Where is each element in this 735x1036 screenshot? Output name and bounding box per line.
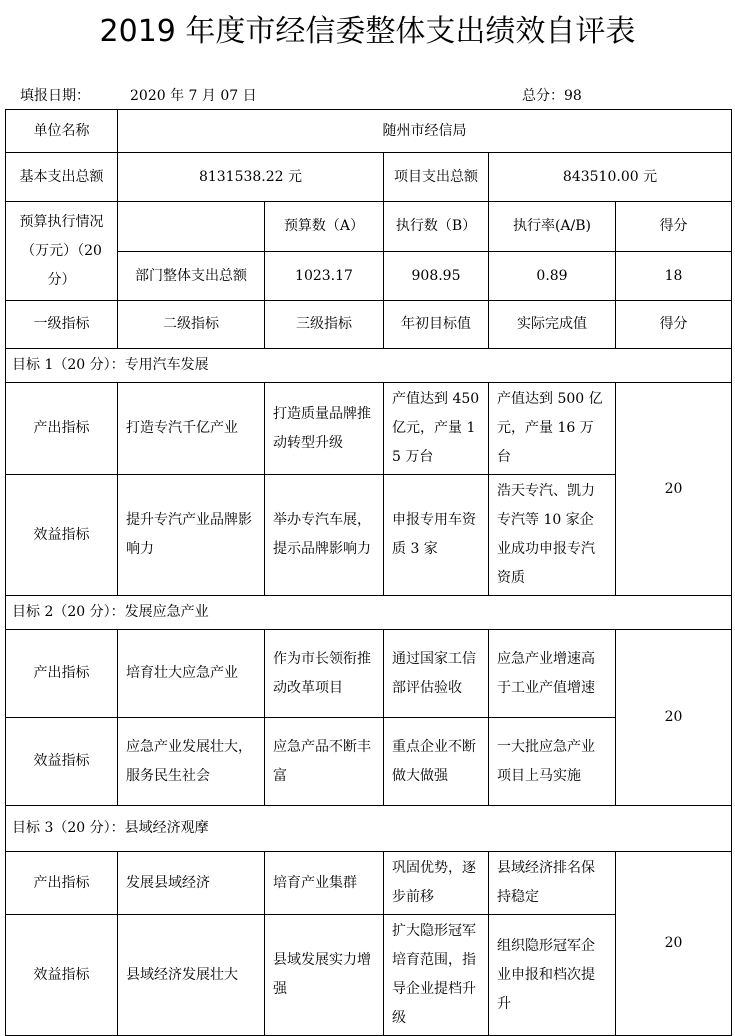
indicator-header: 一级指标 <box>6 301 118 349</box>
evaluation-table <box>5 109 732 1036</box>
budget-header: 得分 <box>616 202 732 252</box>
level1-indicator: 效益指标 <box>6 718 118 806</box>
budget-header: 执行数（B） <box>384 202 489 252</box>
unit-row <box>6 110 732 153</box>
indicator-header: 年初目标值 <box>384 301 489 349</box>
unit-value: 随州市经信局 <box>118 110 732 153</box>
level1-indicator: 产出指标 <box>6 383 118 475</box>
goal-score: 20 <box>616 630 732 806</box>
target-value: 扩大隐形冠军培育范围，指导企业提档升级 <box>384 915 489 1036</box>
budget-header: 执行率(A/B) <box>489 202 616 252</box>
budget-label: 预算执行情况（万元）（20 分） <box>6 202 118 301</box>
budget-value: 908.95 <box>384 252 489 301</box>
unit-label: 单位名称 <box>6 110 118 153</box>
budget-header: 预算数（A） <box>265 202 384 252</box>
level3-indicator: 打造质量品牌推动转型升级 <box>265 383 384 475</box>
budget-empty-cell <box>118 202 265 252</box>
indicator-header: 得分 <box>616 301 732 349</box>
goal-title-row <box>6 349 732 383</box>
actual-value: 一大批应急产业项目上马实施 <box>489 718 616 806</box>
fill-date-label: 填报日期： <box>20 88 90 104</box>
level2-indicator: 打造专汽千亿产业 <box>118 383 265 475</box>
goal-title: 目标 2（20 分）：发展应急产业 <box>6 596 732 630</box>
budget-value: 0.89 <box>489 252 616 301</box>
fill-date: 2020 年 7 月 07 日 <box>130 88 257 104</box>
indicator-row <box>6 630 732 718</box>
goal-score: 20 <box>616 383 732 596</box>
project-expense-label: 项目支出总额 <box>384 153 489 202</box>
actual-value: 组织隐形冠军企业申报和档次提升 <box>489 915 616 1036</box>
target-value: 产值达到 450 亿元，产量 15 万台 <box>384 383 489 475</box>
target-value: 巩固优势，逐步前移 <box>384 852 489 915</box>
level3-indicator: 应急产品不断丰富 <box>265 718 384 806</box>
actual-value: 浩天专汽、凯力专汽等 10 家企业成功申报专汽资质 <box>489 475 616 596</box>
level1-indicator: 效益指标 <box>6 475 118 596</box>
indicator-header: 实际完成值 <box>489 301 616 349</box>
level3-indicator: 培育产业集群 <box>265 852 384 915</box>
actual-value: 县域经济排名保持稳定 <box>489 852 616 915</box>
indicator-header-row <box>6 301 732 349</box>
actual-value: 产值达到 500 亿元，产量 16 万台 <box>489 383 616 475</box>
level1-indicator: 产出指标 <box>6 630 118 718</box>
target-value: 申报专用车资质 3 家 <box>384 475 489 596</box>
goal-title-row <box>6 806 732 852</box>
basic-expense-value: 8131538.22 元 <box>118 153 384 202</box>
level3-indicator: 县域发展实力增强 <box>265 915 384 1036</box>
level2-indicator: 应急产业发展壮大，服务民生社会 <box>118 718 265 806</box>
basic-expense-label: 基本支出总额 <box>6 153 118 202</box>
goal-title-row <box>6 596 732 630</box>
target-value: 通过国家工信部评估验收 <box>384 630 489 718</box>
budget-header-row <box>6 202 732 252</box>
expense-row <box>6 153 732 202</box>
level1-indicator: 效益指标 <box>6 915 118 1036</box>
level2-indicator: 培育壮大应急产业 <box>118 630 265 718</box>
indicator-header: 三级指标 <box>265 301 384 349</box>
total-score: 总分：98 <box>522 88 582 104</box>
level3-indicator: 举办专汽车展，提示品牌影响力 <box>265 475 384 596</box>
goal-title: 目标 1（20 分）：专用汽车发展 <box>6 349 732 383</box>
indicator-row <box>6 383 732 475</box>
page-title: 2019 年度市经信委整体支出绩效自评表 <box>99 14 636 49</box>
budget-value: 1023.17 <box>265 252 384 301</box>
level1-indicator: 产出指标 <box>6 852 118 915</box>
level2-indicator: 提升专汽产业品牌影响力 <box>118 475 265 596</box>
target-value: 重点企业不断做大做强 <box>384 718 489 806</box>
goal-score: 20 <box>616 852 732 1036</box>
level2-indicator: 县域经济发展壮大 <box>118 915 265 1036</box>
level2-indicator: 发展县域经济 <box>118 852 265 915</box>
indicator-row <box>6 852 732 915</box>
budget-row-label: 部门整体支出总额 <box>118 252 265 301</box>
goal-title: 目标 3（20 分）：县域经济观摩 <box>6 806 732 852</box>
level3-indicator: 作为市长领衔推动改革项目 <box>265 630 384 718</box>
project-expense-value: 843510.00 元 <box>489 153 732 202</box>
actual-value: 应急产业增速高于工业产值增速 <box>489 630 616 718</box>
indicator-header: 二级指标 <box>118 301 265 349</box>
budget-value: 18 <box>616 252 732 301</box>
